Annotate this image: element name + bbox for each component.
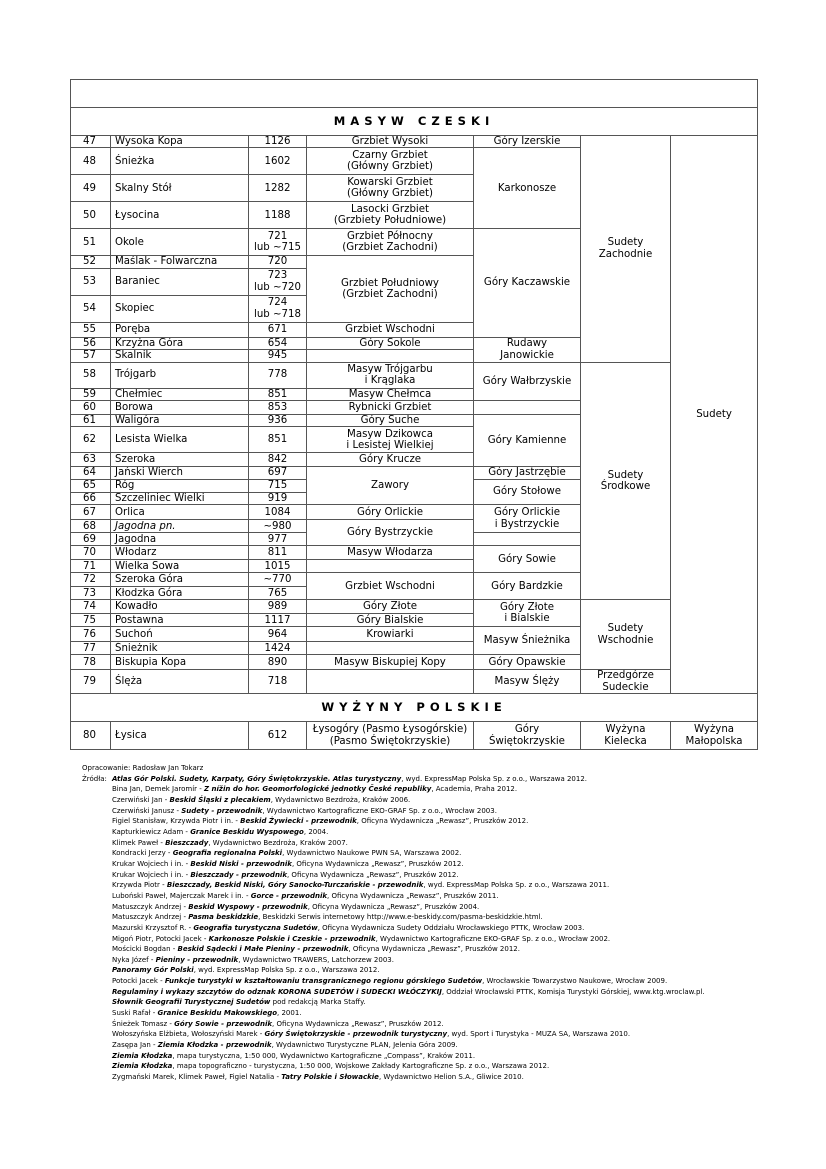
- source-text: Matuszczyk Andrzej - Pasma beskidzkie, Beskidzki Serwis internetowy http://www.e-beskidy.com/pasma-beskidzkie.html.: [112, 913, 543, 922]
- province-cell: Wyżyna Małopolska: [671, 722, 758, 750]
- source-entry: [82, 891, 782, 902]
- peak-number: 61: [71, 415, 111, 427]
- peak-height: 1117: [249, 614, 307, 627]
- source-entry: [82, 987, 782, 998]
- range-cell: Grzbiet Wschodni: [307, 573, 474, 600]
- source-text: Ziemia Kłodzka, mapa turystyczna, 1:50 000, Wydawnictwo Kartograficzne „Compass”, Kraków 2011.: [112, 1051, 476, 1060]
- peak-name: Kowadło: [111, 600, 249, 614]
- peak-height: 721 lub ~715: [249, 229, 307, 256]
- footer-notes: [82, 763, 782, 1083]
- source-text: Zygmański Marek, Klimek Paweł, Figiel Natalia - Tatry Polskie i Słowackie, Wydawnictwo Helion S.A., Gliwice 2010.: [112, 1073, 524, 1082]
- source-text: Śnieżek Tomasz - Góry Sowie - przewodnik, Oficyna Wydawnicza „Rewasz”, Pruszków 2012.: [112, 1019, 444, 1028]
- source-entry: [82, 976, 782, 987]
- range-cell: Góry Sokole: [307, 337, 474, 349]
- peak-number: 54: [71, 295, 111, 322]
- peak-number: 69: [71, 533, 111, 546]
- province-cell-sudety: Sudety: [671, 136, 758, 694]
- source-text: Suski Rafał - Granice Beskidu Makowskiego, 2001.: [112, 1009, 302, 1018]
- peak-name: Szczeliniec Wielki: [111, 492, 249, 504]
- peak-height: 778: [249, 362, 307, 388]
- range-cell: Łysogóry (Pasmo Łysogórskie) (Pasmo Świętokrzyskie): [307, 722, 474, 750]
- peak-name: Łysica: [111, 722, 249, 750]
- source-entry: [82, 784, 782, 795]
- range-cell: Masyw Włodarza: [307, 546, 474, 560]
- peak-name: Śnieżnik: [111, 642, 249, 655]
- peak-height: ~980: [249, 520, 307, 533]
- mountains-cell: Góry Kamienne: [474, 415, 581, 467]
- peak-name: Okole: [111, 229, 249, 256]
- peak-number: 52: [71, 256, 111, 268]
- section-header-wyzyny-polskie: WYŻYNY POLSKIE: [71, 694, 758, 722]
- source-text: Krzywda Piotr - Bieszczady, Beskid Niski, Góry Sanocko-Turczańskie - przewodnik, wyd. ExpressMap Polska Sp. z o.o., Warszawa 2011.: [112, 881, 610, 890]
- peak-name: Skopiec: [111, 295, 249, 322]
- sources-list: [82, 774, 782, 1083]
- range-cell: Kowarski Grzbiet (Główny Grzbiet): [307, 175, 474, 202]
- peak-height: 715: [249, 479, 307, 492]
- source-text: Panoramy Gór Polski, wyd. ExpressMap Polska Sp. z o.o., Warszawa 2012.: [112, 966, 380, 975]
- source-entry: [82, 997, 782, 1008]
- mountains-cell: Rudawy Janowickie: [474, 337, 581, 362]
- section-header-masyw-czeski: MASYW CZESKI: [71, 108, 758, 136]
- top-blank-row: [71, 80, 758, 108]
- range-cell: Masyw Trójgarbu i Krąglaka: [307, 362, 474, 388]
- source-entry: [82, 965, 782, 976]
- source-text: Krukar Wojciech i in. - Beskid Niski - przewodnik, Oficyna Wydawnicza „Rewasz”, Pruszków 2012.: [112, 859, 464, 868]
- peak-height: 936: [249, 415, 307, 427]
- peak-name: Ślęża: [111, 670, 249, 694]
- sources-label: Źródła:: [82, 774, 107, 783]
- peak-height: 654: [249, 337, 307, 349]
- peak-name: Wysoka Kopa: [111, 136, 249, 148]
- peak-height: 723 lub ~720: [249, 268, 307, 295]
- peak-number: 70: [71, 546, 111, 560]
- source-text: Potocki Jacek - Funkcje turystyki w kształtowaniu transgranicznego regionu górskiego Sudetów, Wrocławskie Towarzystwo Naukowe, Wrocław 2009.: [112, 977, 668, 986]
- peak-height: 671: [249, 322, 307, 337]
- source-text: Ziemia Kłodzka, mapa topograficzno - turystyczna, 1:50 000, Wojskowe Zakłady Kartograficzne Sp. z o.o., Warszawa 2012.: [112, 1062, 550, 1071]
- mountains-cell: Góry Kaczawskie: [474, 229, 581, 337]
- peak-name: Waligóra: [111, 415, 249, 427]
- peak-number: 64: [71, 467, 111, 479]
- range-cell: Góry Orlickie: [307, 505, 474, 520]
- range-cell: Rybnicki Grzbiet: [307, 401, 474, 415]
- mountains-cell: Góry Jastrzębie: [474, 467, 581, 479]
- peak-height: 853: [249, 401, 307, 415]
- peak-height: 697: [249, 467, 307, 479]
- peak-name: Skalny Stół: [111, 175, 249, 202]
- mountains-cell: Góry Sowie: [474, 546, 581, 573]
- peak-height: 1602: [249, 148, 307, 175]
- range-cell: Grzbiet Wysoki: [307, 136, 474, 148]
- source-entry: [82, 848, 782, 859]
- source-entry: [82, 1019, 782, 1030]
- mountains-cell: Góry Izerskie: [474, 136, 581, 148]
- range-cell: Masyw Biskupiej Kopy: [307, 655, 474, 670]
- peak-number: 59: [71, 388, 111, 400]
- source-entry: [82, 838, 782, 849]
- range-cell: Grzbiet Południowy (Grzbiet Zachodni): [307, 256, 474, 322]
- peak-name: Szeroka Góra: [111, 573, 249, 587]
- peak-number: 47: [71, 136, 111, 148]
- source-entry: [82, 1051, 782, 1062]
- author-label: Opracowanie:: [82, 764, 131, 772]
- peak-number: 65: [71, 479, 111, 492]
- peak-height: 851: [249, 388, 307, 400]
- source-text: Krukar Wojciech i in. - Bieszczady - przewodnik, Oficyna Wydawnicza „Rewasz”, Pruszków 2012.: [112, 870, 459, 879]
- source-text: Atlas Gór Polski. Sudety, Karpaty, Góry Świętokrzyskie. Atlas turystyczny, wyd. ExpressMap Polska Sp. z o.o., Warszawa 2012.: [112, 774, 588, 783]
- peak-height: 945: [249, 350, 307, 362]
- range-cell: [307, 350, 474, 362]
- peak-height: 1015: [249, 560, 307, 573]
- source-entry: [82, 1040, 782, 1051]
- source-text: Bina Jan, Demek Jaromír - Z nížin do hor. Geomorfologické jednotky České republiky, Academia, Praha 2012.: [112, 785, 518, 794]
- range-cell: [307, 670, 474, 694]
- peaks-table: [70, 79, 758, 750]
- range-cell: Grzbiet Północny (Grzbiet Zachodni): [307, 229, 474, 256]
- range-cell: Masyw Chełmca: [307, 388, 474, 400]
- peak-number: 56: [71, 337, 111, 349]
- source-text: Migoń Piotr, Potocki Jacek - Karkonosze Polskie i Czeskie - przewodnik, Wydawnictwo Kartograficzne EKO-GRAF Sp. z o.o., Wrocław 2002.: [112, 934, 611, 943]
- source-text: Mazurski Krzysztof R. - Geografia turystyczna Sudetów, Oficyna Wydawnicza Sudety Oddziału Wrocławskiego PTTK, Wrocław 2003.: [112, 923, 585, 932]
- peak-number: 80: [71, 722, 111, 750]
- peak-number: 53: [71, 268, 111, 295]
- peak-name: Róg: [111, 479, 249, 492]
- mountains-cell: Góry Świętokrzyskie: [474, 722, 581, 750]
- source-entry: [82, 870, 782, 881]
- range-cell: Góry Złote: [307, 600, 474, 614]
- range-cell: Góry Bialskie: [307, 614, 474, 627]
- mountains-cell: Góry Bardzkie: [474, 573, 581, 600]
- peak-number: 74: [71, 600, 111, 614]
- peak-height: 612: [249, 722, 307, 750]
- peak-height: ~770: [249, 573, 307, 587]
- peak-height: 1424: [249, 642, 307, 655]
- peak-number: 66: [71, 492, 111, 504]
- peak-number: 60: [71, 401, 111, 415]
- source-text: Zasępa Jan - Ziemia Kłodzka - przewodnik, Wydawnictwo Turystyczne PLAN, Jelenia Góra 2009.: [112, 1041, 458, 1050]
- source-entry: [82, 1008, 782, 1019]
- range-cell: Czarny Grzbiet (Główny Grzbiet): [307, 148, 474, 175]
- peak-number: 78: [71, 655, 111, 670]
- peak-height: 1282: [249, 175, 307, 202]
- peak-height: 919: [249, 492, 307, 504]
- range-cell: Krowiarki: [307, 627, 474, 642]
- peak-name: Łysocina: [111, 202, 249, 229]
- source-text: Nyka Józef - Pieniny - przewodnik, Wydawnictwo TRAWERS, Latchorzew 2003.: [112, 955, 394, 964]
- range-cell: Zawory: [307, 467, 474, 505]
- peak-number: 72: [71, 573, 111, 587]
- peak-number: 51: [71, 229, 111, 256]
- peak-number: 48: [71, 148, 111, 175]
- source-entry: [82, 923, 782, 934]
- source-entry: [82, 1061, 782, 1072]
- peak-height: 851: [249, 427, 307, 453]
- region-cell: Sudety Wschodnie: [581, 600, 671, 670]
- peaks-sheet: [70, 79, 757, 750]
- source-entry: [82, 880, 782, 891]
- mountains-cell: Góry Opawskie: [474, 655, 581, 670]
- source-text: Klimek Paweł - Bieszczady, Wydawnictwo Bezdroża, Kraków 2007.: [112, 838, 348, 847]
- peaks-table-body: [71, 80, 758, 750]
- range-cell: Góry Krucze: [307, 453, 474, 467]
- peak-name: Biskupia Kopa: [111, 655, 249, 670]
- peak-name: Baraniec: [111, 268, 249, 295]
- source-entry: [82, 774, 782, 785]
- source-text: Regulaminy i wykazy szczytów do odznak KORONA SUDETÓW i SUDECKI WŁÓCZYKIJ, Oddział Wrocławski PTTK, Komisja Turystyki Górskiej, www.ktg.wroclaw.pl.: [112, 987, 705, 996]
- source-entry: [82, 1072, 782, 1083]
- mountains-cell: Góry Stołowe: [474, 479, 581, 504]
- source-entry: [82, 955, 782, 966]
- table-row: [71, 136, 758, 148]
- source-entry: [82, 1029, 782, 1040]
- source-text: Figiel Stanisław, Krzywda Piotr i in. - Beskid Żywiecki - przewodnik, Oficyna Wydawnicza „Rewasz”, Pruszków 2012.: [112, 817, 529, 826]
- mountains-cell: Karkonosze: [474, 148, 581, 229]
- peak-number: 49: [71, 175, 111, 202]
- peak-name: Orlica: [111, 505, 249, 520]
- author-name: Radosław Jan Tokarz: [132, 764, 204, 772]
- author-line: [82, 763, 782, 774]
- peak-number: 55: [71, 322, 111, 337]
- source-text: Słownik Geografii Turystycznej Sudetów pod redakcją Marka Staffy.: [112, 998, 366, 1007]
- source-entry: [82, 944, 782, 955]
- peak-height: 718: [249, 670, 307, 694]
- range-cell: Masyw Dzikowca i Lesistej Wielkiej: [307, 427, 474, 453]
- region-cell: Sudety Środkowe: [581, 362, 671, 600]
- source-text: Luboński Paweł, Majerczak Marek i in. - Gorce - przewodnik, Oficyna Wydawnicza „Rewasz”, Pruszków 2011.: [112, 891, 499, 900]
- mountains-cell: Góry Złote i Bialskie: [474, 600, 581, 627]
- region-cell: Wyżyna Kielecka: [581, 722, 671, 750]
- mountains-cell: Góry Orlickie i Bystrzyckie: [474, 505, 581, 533]
- peak-height: 890: [249, 655, 307, 670]
- source-text: Kondracki Jerzy - Geografia regionalna Polski, Wydawnictwo Naukowe PWN SA, Warszawa 2002.: [112, 849, 462, 858]
- peak-name: Suchoń: [111, 627, 249, 642]
- range-cell: [307, 560, 474, 573]
- peak-height: 1188: [249, 202, 307, 229]
- peak-height: 977: [249, 533, 307, 546]
- peak-height: 720: [249, 256, 307, 268]
- peak-name: Poręba: [111, 322, 249, 337]
- peak-name: Jański Wierch: [111, 467, 249, 479]
- peak-name: Krzyżna Góra: [111, 337, 249, 349]
- peak-name: Kłodzka Góra: [111, 587, 249, 600]
- peak-height: 765: [249, 587, 307, 600]
- peak-height: 811: [249, 546, 307, 560]
- source-text: Mościcki Bogdan - Beskid Sądecki i Małe Pieniny - przewodnik, Oficyna Wydawnicza „Rewasz”, Pruszków 2012.: [112, 945, 520, 954]
- table-row: [71, 362, 758, 388]
- range-cell: Góry Suche: [307, 415, 474, 427]
- peak-name: Trójgarb: [111, 362, 249, 388]
- source-entry: [82, 827, 782, 838]
- source-text: Czerwiński Jan - Beskid Śląski z plecakiem, Wydawnictwo Bezdroża, Kraków 2006.: [112, 795, 411, 804]
- table-row: [71, 600, 758, 614]
- source-entry: [82, 859, 782, 870]
- table-row: [71, 670, 758, 694]
- peak-name: Maślak - Folwarczna: [111, 256, 249, 268]
- peak-number: 79: [71, 670, 111, 694]
- region-cell: Sudety Zachodnie: [581, 136, 671, 363]
- peak-height: 964: [249, 627, 307, 642]
- source-entry: [82, 816, 782, 827]
- peak-name: Szeroka: [111, 453, 249, 467]
- source-text: Wołoszyńska Elżbieta, Wołoszyński Marek - Góry Świętokrzyskie - przewodnik turystyczny, wyd. Sport i Turystyka - MUZA SA, Warszawa 2010.: [112, 1030, 631, 1039]
- peak-height: 1126: [249, 136, 307, 148]
- peak-name: Włodarz: [111, 546, 249, 560]
- peak-name: Skalnik: [111, 350, 249, 362]
- peak-number: 68: [71, 520, 111, 533]
- peak-height: 842: [249, 453, 307, 467]
- mountains-cell: Góry Wałbrzyskie: [474, 362, 581, 400]
- peak-name: Śnieżka: [111, 148, 249, 175]
- mountains-cell: [474, 533, 581, 546]
- peak-number: 73: [71, 587, 111, 600]
- peak-number: 58: [71, 362, 111, 388]
- peak-number: 71: [71, 560, 111, 573]
- peak-number: 77: [71, 642, 111, 655]
- peak-height: 1084: [249, 505, 307, 520]
- source-text: Czerwiński Janusz - Sudety - przewodnik, Wydawnictwo Kartograficzne EKO-GRAF Sp. z o.o., Wrocław 2003.: [112, 806, 497, 815]
- mountains-cell: Masyw Śnieżnika: [474, 627, 581, 655]
- source-entry: [82, 902, 782, 913]
- peak-height: 724 lub ~718: [249, 295, 307, 322]
- range-cell: [307, 642, 474, 655]
- range-cell: Góry Bystrzyckie: [307, 520, 474, 546]
- peak-number: 67: [71, 505, 111, 520]
- peak-number: 50: [71, 202, 111, 229]
- source-entry: [82, 806, 782, 817]
- peak-number: 57: [71, 350, 111, 362]
- source-entry: [82, 795, 782, 806]
- peak-number: 76: [71, 627, 111, 642]
- peak-height: 989: [249, 600, 307, 614]
- table-row: [71, 694, 758, 722]
- peak-name: Postawna: [111, 614, 249, 627]
- source-entry: [82, 934, 782, 945]
- mountains-cell: [474, 401, 581, 415]
- peak-name: Chełmiec: [111, 388, 249, 400]
- peak-number: 63: [71, 453, 111, 467]
- peak-name: Jagodna pn.: [111, 520, 249, 533]
- table-row: [71, 722, 758, 750]
- mountains-cell: Masyw Ślęży: [474, 670, 581, 694]
- peak-name: Jagodna: [111, 533, 249, 546]
- peak-name: Borowa: [111, 401, 249, 415]
- source-entry: [82, 912, 782, 923]
- peak-number: 75: [71, 614, 111, 627]
- source-text: Kapturkiewicz Adam - Granice Beskidu Wyspowego, 2004.: [112, 827, 329, 836]
- peak-name: Wielka Sowa: [111, 560, 249, 573]
- peak-number: 62: [71, 427, 111, 453]
- range-cell: Grzbiet Wschodni: [307, 322, 474, 337]
- region-cell: Przedgórze Sudeckie: [581, 670, 671, 694]
- range-cell: Lasocki Grzbiet (Grzbiety Południowe): [307, 202, 474, 229]
- peak-name: Lesista Wielka: [111, 427, 249, 453]
- source-text: Matuszczyk Andrzej - Beskid Wyspowy - przewodnik, Oficyna Wydawnicza „Rewasz”, Pruszków 2004.: [112, 902, 480, 911]
